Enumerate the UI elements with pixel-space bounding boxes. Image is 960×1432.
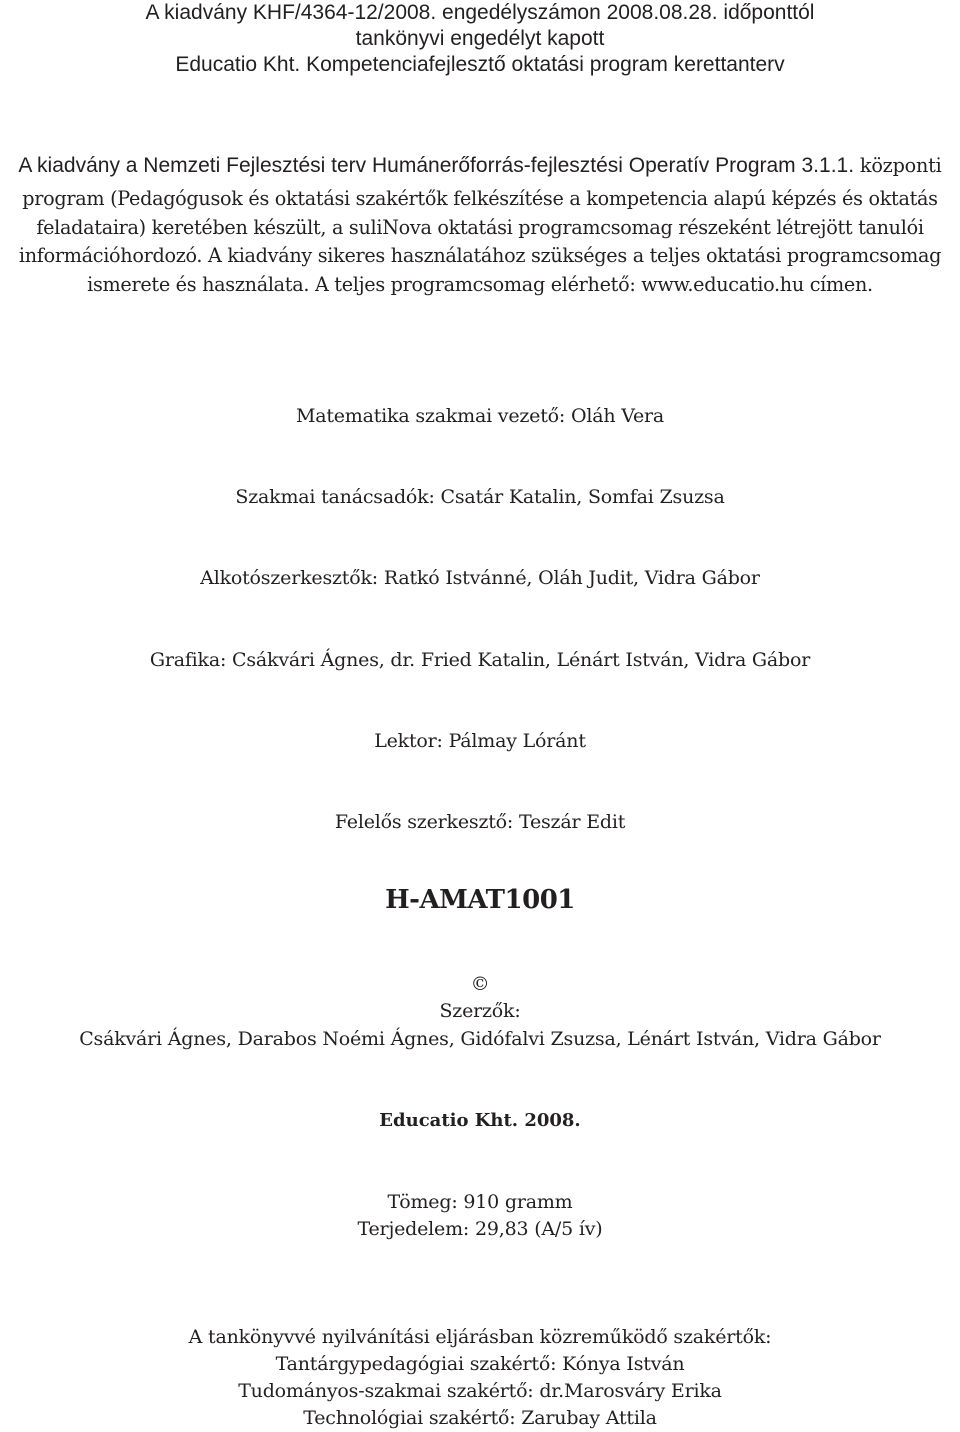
graphics: Grafika: Csákvári Ágnes, dr. Fried Katalin, Lénárt István, Vidra Gábor — [149, 649, 811, 671]
reviewer: Lektor: Pálmay Lóránt — [374, 730, 586, 752]
advisors: Szakmai tanácsadók: Csatár Katalin, Somfai Zsuzsa — [235, 486, 725, 508]
extent: Terjedelem: 29,83 (A/5 ív) — [357, 1218, 603, 1240]
editors: Alkotószerkesztők: Ratkó Istvánné, Oláh Judit, Vidra Gábor — [200, 567, 760, 589]
responsible-editor: Felelős szerkesztő: Teszár Edit — [334, 811, 626, 833]
license-line-3: Educatio Kht. Kompetenciafejlesztő oktatási program kerettanterv — [175, 53, 785, 76]
license-line-1: A kiadvány KHF/4364-12/2008. engedélyszámon 2008.08.28. időponttól — [145, 1, 815, 24]
math-lead: Matematika szakmai vezető: Oláh Vera — [295, 405, 665, 427]
expert-subject: Tantárgypedagógiai szakértő: Kónya István — [275, 1353, 685, 1375]
authors-list: Csákvári Ágnes, Darabos Noémi Ágnes, Gidófalvi Zsuzsa, Lénárt István, Vidra Gábor — [79, 1028, 881, 1050]
expert-scientific: Tudományos-szakmai szakértő: dr.Marosváry Erika — [238, 1380, 722, 1402]
authors-label: Szerzők: — [439, 1000, 521, 1022]
weight: Tömeg: 910 gramm — [387, 1191, 573, 1213]
license-block — [0, 0, 960, 78]
intro-line-1: A kiadvány a Nemzeti Fejlesztési terv Humánerőforrás-fejlesztési Operatív Program 3.1.1. — [18, 154, 855, 177]
intro-paragraph: program (Pedagógusok és oktatási szakértők felkészítése a kompetencia alapú képzés és oktatás feladataira) keretében készült, a suliNova oktatási programcsomag részeként létrejött tanulói információhordozó. A kiadvány sikeres használatához szükséges a teljes oktatási programcsomag ismerete és használata. A teljes programcsomag elérhető: www.educatio.hu címen. — [18, 187, 942, 297]
intro-line-1-tail: központi — [859, 154, 942, 177]
publisher: Educatio Kht. 2008. — [379, 1110, 581, 1131]
expert-technology: Technológiai szakértő: Zarubay Attila — [303, 1407, 657, 1429]
product-code: H-AMAT1001 — [385, 885, 575, 915]
license-line-2: tankönyvi engedélyt kapott — [355, 27, 605, 50]
copyright-symbol: © — [470, 973, 490, 995]
intro-first-line — [8, 150, 952, 181]
experts-heading: A tankönyvvé nyilvánítási eljárásban közreműködő szakértők: — [188, 1326, 772, 1348]
